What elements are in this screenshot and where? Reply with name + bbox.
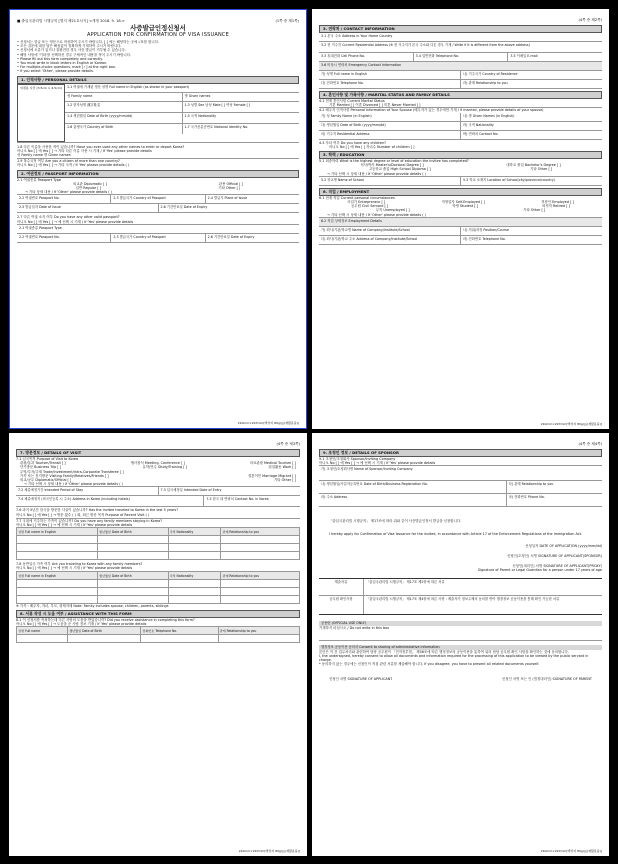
purpose-conference[interactable]: 행사참석 Meeting, Conference [ ] <box>130 461 185 466</box>
job-option-self-employed[interactable]: 자영업자 Self-Employed [ ] <box>441 200 485 205</box>
current-address-field[interactable]: 3.2 현 거주지 Current Residential Address (※ 현 거주지가 본국 주소와 다른 경우 기재 / Write if it is different from the above address) <box>321 43 530 47</box>
birth-date-field[interactable]: 1.4 생년월일 Date of Birth (yyyy/mm/dd) <box>65 113 183 123</box>
consent-text: * 동의하지 않는 경우에는 신청인이 직접 관련 서류를 제출해야 합니다. If you disagree, you have to present all related documents yourself. <box>319 662 540 667</box>
official-check-label: 공무원 확인사항 <box>319 596 364 614</box>
job-option-unemployed[interactable]: 무직 Unemployed [ ] <box>375 208 410 213</box>
children-question: 4.3 자녀 여부 Do you have any children? <box>319 140 386 145</box>
column-header: 관계 Relationship to you <box>221 528 300 536</box>
table-row[interactable] <box>17 595 300 603</box>
passport-number-field[interactable]: 2.2 여권번호 Passport No. <box>17 195 111 203</box>
purpose-work[interactable]: 취업활동 Work [ ] <box>268 465 296 470</box>
column-header: 국적 Nationality <box>168 528 221 536</box>
family-in-korea-question: 7.7 국내에 거주하는 가족이 있습니까? Do you have any family members staying in Korea? <box>16 518 300 523</box>
sponsor-relationship-field[interactable]: 다) 관계 Relationship to you <box>508 482 554 487</box>
company-address-field[interactable]: 다) 회사/기관/학교 주소 Address of Company/Institute/School <box>319 236 461 244</box>
family-name-field[interactable]: 성 Family name <box>65 93 183 101</box>
emergency-phone-field[interactable]: 다) 전화번호 Telephone No. <box>319 80 461 88</box>
sponsor-name-field[interactable]: 가) 초청인/초청회사명 Name of Sponsor/Inviting Company <box>321 467 413 472</box>
passport-place-field[interactable]: 2.4 발급지 Place of Issue <box>207 196 248 201</box>
section-assistance: 8. 서류 작성 시 도움 여부 / ASSISTANCE WITH THIS FORM <box>16 610 300 618</box>
assistance-options[interactable]: 아니오 No [ ] 예 Yes [ ] → 도움을 준 사람 정보 기재 / If 'Yes' please provide details <box>16 622 147 627</box>
form-page-1 <box>9 9 307 429</box>
emergency-country-field[interactable]: 나) 거주국가 Country of Residence <box>463 72 518 76</box>
passport-type-other[interactable]: 기타 Other [ ] <box>218 186 241 191</box>
table-row[interactable] <box>17 587 300 595</box>
official-check-text: 「출입국관리법 시행규칙」 제17조 제4항에 따른 사항 : 제출자가 정보주체의 동의를 받아 행정정보 공동이용을 통해 확인 가능한 서류 <box>366 596 560 601</box>
form-title-english: APPLICATION FOR CONFIRMATION OF VISA ISSUANCE <box>87 32 229 38</box>
signature-note: Signature of Parent or Legal Guardian for a person under 17 years of age <box>477 568 602 573</box>
job-option-employed[interactable]: 직장인 Employed [ ] <box>541 200 574 205</box>
nationality-field[interactable]: 1.5 국적 Nationality <box>184 113 217 118</box>
edu-option-highschool[interactable]: 고등학교 졸업 High School Diploma [ ] <box>368 167 431 172</box>
instruction-line: • 해당 사항에 '기타'를 선택하신 경우 구체적인 내용을 적어 주시기 바랍니다. <box>17 52 131 57</box>
signature-applicant-field[interactable]: 신청인 서명 SIGNATURE OF APPLICANT <box>329 676 393 681</box>
edu-option-other[interactable]: 기타 Other [ ] <box>530 167 553 172</box>
table-row[interactable] <box>17 536 300 544</box>
photo-box[interactable]: 여권용 사진 (3.5cm × 4.5cm) <box>17 84 65 142</box>
dual-citizenship-options[interactable]: 아니오 No [ ] 예 Yes [ ] → 기타 국적 / If 'Yes' please provide details ( ) <box>17 163 130 168</box>
spouse-address-field[interactable]: 마) 거주지 Residential Address <box>319 131 461 139</box>
passport-other-details[interactable]: → 기타 상세 내용 / If 'Other' please provide details ( ) <box>25 190 112 195</box>
korea-phone-field[interactable]: 7.5 한국 내 연락처 Contact No. in Korea <box>206 497 269 502</box>
spouse-info-label: 4.2 배우자 인적사항 Personal Information of Your Spouse (배우자가 있는 경우에만 기재 / If married, please provide details of your spouse) <box>319 107 602 112</box>
instruction-line: • For multiple-choice questions, mark [✓] at the right box. <box>17 65 116 70</box>
page-footer: 210mm×297mm[백상지 80g/㎡(재활용품)] <box>237 421 299 425</box>
page-footer: 210mm×297mm[백상지 80g/㎡(재활용품)] <box>238 849 300 853</box>
passport-type-diplomatic[interactable]: 외교관 Diplomatic [ ] <box>72 181 107 186</box>
passport-type-label: 2.1 여권종류 Passport Type <box>17 177 61 182</box>
emergency-name-field[interactable]: 가) 성명 Full name in English <box>319 71 461 79</box>
children-options[interactable]: 아니오 No [ ] 예 Yes [ ] 자녀수 Number of children [ ] <box>329 144 415 149</box>
purpose-study[interactable]: 유학/연수 Study/Training [ ] <box>142 465 187 470</box>
column-header: 관계 Relationship to you <box>221 571 300 579</box>
page-number: (4쪽 중 제2쪽) <box>578 18 602 22</box>
page-number: (4쪽 중 제4쪽) <box>578 442 602 446</box>
spouse-contact-field[interactable]: 바) 연락처 Contact No. <box>463 131 499 136</box>
sponsor-options[interactable]: 아니오 No [ ] 예 Yes [ ] → 예 선택 시 기재 / If 'Yes' please provide details <box>319 461 436 466</box>
section-passport: 2. 여권정보 / PASSPORT INFORMATION <box>17 170 299 178</box>
job-option-student[interactable]: 학생 Student [ ] <box>452 204 479 209</box>
documents-label: 제출서류 <box>319 579 364 595</box>
edu-option-graduate[interactable]: 석사/박사 Master's/Doctoral Degree [ ] <box>360 163 424 168</box>
edu-other-details[interactable]: → 기타 선택 시 상세 내용 / If 'Other' please provide details ( ) <box>327 171 426 176</box>
purpose-marriage[interactable]: 결혼이민 Marriage Migrant [ ] <box>247 473 296 478</box>
family-in-korea-table <box>16 527 300 560</box>
signature-proxy-field[interactable]: 신청인(대리인) 서명 SIGNATURE OF APPLICANT(PROXY) <box>512 564 602 569</box>
emergency-contact-label: 3.6 비상시 연락처 Emergency Contact Information <box>321 63 402 67</box>
purpose-diplomatic[interactable]: 외교/공무 Diplomatic/Official [ ] <box>20 478 72 483</box>
job-other-details[interactable]: → 기타 선택 시 상세 내용 / If 'Other' please provide details ( ) <box>327 212 426 217</box>
korea-address-field[interactable]: 7.4 체류예정지 (외국인등록 시 주소) Address in Korea (including hotels) <box>16 496 204 506</box>
previous-visit-question: 7.6 과거 5년간 한국을 방문한 사실이 있습니까? Has the invitee traveled to Korea in the last 5 years? <box>16 508 178 513</box>
job-option-retired[interactable]: 퇴직자 Retired [ ] <box>542 204 570 209</box>
page-number: (1쪽 중 제1쪽) <box>275 19 299 23</box>
page-header <box>319 17 602 23</box>
passport-expiry-field[interactable]: 2.6 기간만료일 Date of Expiry <box>160 205 208 210</box>
cell-phone-field[interactable]: 3.3 휴대전화 Cell Phone No. <box>319 53 414 61</box>
spouse-nationality-field[interactable]: 라) 국적 Nationality <box>463 122 494 127</box>
page-number: (4쪽 중 제3쪽) <box>276 442 300 446</box>
section-contact: 3. 연락처 / CONTACT INFORMATION <box>319 25 602 33</box>
signature-sponsor-field[interactable]: 신청인(초청인) 서명 SIGNATURE OF APPLICANT(SPONSOR) <box>506 554 602 559</box>
job-question: 6.1 현재 직업 Current personal circumstances <box>319 195 395 200</box>
email-field[interactable]: 3.5 이메일 E-mail <box>510 54 538 58</box>
job-option-civil-servant[interactable]: 공무원 Civil Servant [ ] <box>351 204 389 209</box>
consent-header: 행정정보 공동이용 동의서 Consent to sharing of administrative information <box>319 645 602 650</box>
page-header <box>319 441 602 447</box>
sponsor-question: 9.1 초청인/초청회사 Sponsor/Inviting Company <box>319 457 396 461</box>
personal-details-block <box>17 84 299 143</box>
column-header: 생년월일 Date of Birth <box>68 627 141 635</box>
job-details-label: 6.2 직업 상세정보 Employment Details <box>321 218 382 223</box>
signature-parent-field[interactable]: 신청인 서명 또는 인 (법정대리인) SIGNATURE OF PARENT <box>501 676 592 681</box>
travel-with-options[interactable]: 아니오 No [ ] 예 Yes [ ] → 예 선택 시 기재 / If 'Yes' please provide details <box>16 566 133 571</box>
job-option-other[interactable]: 기타 Other [ ] <box>523 208 546 213</box>
assistance-table <box>16 626 300 643</box>
purpose-family-visit[interactable]: 가족 또는 친지방문 Visiting Family/Relatives/Friends [ ] <box>20 473 109 478</box>
family-definition-note: ※ 가족 : 배우자, 자녀, 부모, 형제자매 Note: Family includes spouse, children, parents, siblings <box>16 603 169 608</box>
entry-date-field[interactable]: 7.3 입국예정일 Intended Date of Entry <box>160 488 222 493</box>
passport-country-field[interactable]: 2.3 발급국가 Country of Passport <box>111 195 205 203</box>
previous-name-options[interactable]: 아니오 No [ ] 예 Yes [ ] → 기타 다른 이름 사용 시 기재 / If 'Yes' please provide details <box>17 148 152 153</box>
column-header: 관계 Relationship to you <box>218 627 299 635</box>
documents-text: 「출입국관리법 시행규칙」 제17조 제2항에 따른 서류 <box>366 579 445 584</box>
other-passport-country-field[interactable]: 2.3 발급국가 Country of Passport <box>111 234 205 242</box>
position-field[interactable]: 나) 직위/과정 Position/Course <box>463 227 509 232</box>
sponsor-address-field[interactable]: 라) 주소 Address <box>319 494 507 506</box>
school-location-field[interactable]: 5.3 학교 소재지 Location of School(city/province/country) <box>463 177 556 182</box>
purpose-trade[interactable]: 무역/투자/주재 Trade/Investment/Intra-Corporate Transferee [ ] <box>20 469 124 474</box>
visit-purpose-label: 7.1 입국목적 Purpose of Visit to Korea <box>16 457 79 461</box>
education-question: 5.1 최종학력 What is the highest degree or level of education the invitee has completed? <box>319 159 469 164</box>
school-name-field[interactable]: 5.2 학교명 Name of School <box>319 177 461 185</box>
purpose-tourism[interactable]: 관광/통과 Tourism/Transit [ ] <box>20 461 66 466</box>
column-header: 국적 Nationality <box>168 571 221 579</box>
other-passport-options[interactable]: 아니오 No [ ] 예 Yes [ ] → 예 선택 시 기재 / If 'Yes' please provide details <box>17 219 134 224</box>
page-footer: 210mm×297mm[백상지 80g/㎡(재활용품)] <box>540 849 602 853</box>
purpose-other-details[interactable]: → 기타 선택 시 상세 내용 / If 'Other' please provide details ( ) <box>24 482 123 487</box>
instruction-line: • 모든 질문에 대한 답은 빠짐없이 정확하게 기재하여 주시기 바랍니다. <box>17 44 122 49</box>
passport-type-official[interactable]: 관용 Official [ ] <box>218 181 244 186</box>
other-passport-type-field[interactable]: 2.1 여권종류 Passport Type <box>19 225 62 230</box>
instruction-line: • 신청서는 한글 또는 영문으로 작성하여 주시기 바랍니다. [ ] 에는 해당하는 곳에 √표를 합니다. <box>17 40 159 44</box>
table-row[interactable] <box>17 579 300 587</box>
marital-status-options[interactable]: 기혼 Married [ ] 이혼 Divorced [ ] 미혼 Never Married [ ] <box>329 103 421 108</box>
official-use-note: 기재하지 마십시오 / Do not write in this box <box>319 625 390 630</box>
family-in-korea-options[interactable]: 아니오 No [ ] 예 Yes [ ] → 예 선택 시 기재 / If 'Yes' please provide details <box>16 523 133 528</box>
company-phone-field[interactable]: 라) 전화번호 Telephone No. <box>463 236 506 241</box>
telephone-field[interactable]: 3.4 일반전화 Telephone No. <box>414 53 509 61</box>
column-header: 생년월일 Date of Birth <box>97 528 168 536</box>
sex-checkbox[interactable]: 1.3 성별 Sex 남성 Male [ ] 여성 Female [ ] <box>184 102 251 107</box>
sponsor-phone-field[interactable]: 마) 전화번호 Phone No. <box>508 495 545 500</box>
given-name-field[interactable]: 명 Given names <box>184 93 211 98</box>
section-sponsor: 9. 초청인 정보 / DETAILS OF SPONSOR <box>319 449 602 457</box>
column-header: 성명 Full name <box>17 627 68 635</box>
column-header: 생년월일 Date of Birth <box>97 571 168 579</box>
page-header <box>16 441 300 447</box>
previous-name-question: 1.8 다른 이름을 사용한 적이 있습니까? Have you ever used any other names to enter or depart Korea? <box>17 144 185 149</box>
instruction-line: • Please fill out this form completely and correctly. <box>17 56 103 61</box>
declaration-korean: 「출입국관리법 시행규칙」 제17조에 따라 위와 같이 사증발급인정서 발급을 신청합니다. <box>329 519 462 524</box>
official-use-box <box>319 630 602 641</box>
job-option-entrepreneur[interactable]: 사업가 Entrepreneur [ ] <box>347 200 386 205</box>
instruction-line: • If you select 'Other', please provide details. <box>17 69 94 74</box>
stay-period-field[interactable]: 7.2 체류예정기간 Intended Period of Stay <box>16 487 159 495</box>
emergency-relationship-field[interactable]: 라) 관계 Relationship to you <box>463 81 508 85</box>
table-row[interactable] <box>17 635 300 643</box>
consent-text: 본인은 이 건 업무처리와 관련하여 담당 공무원이 「전자정부법」 제36조에 따른 행정정보의 공동이용을 통하여 위의 담당 공무원 확인 사항을 확인하는 것에 동의합니다. <box>319 649 569 654</box>
page-footer: 210mm×297mm[백상지 80g/㎡(재활용품)] <box>540 422 602 426</box>
edu-option-bachelor[interactable]: 대학교 졸업 Bachelor's Degree [ ] <box>506 163 561 168</box>
national-id-field[interactable]: 1.7 국가신분증번호 National Identity No. <box>184 124 249 129</box>
travel-with-table <box>16 571 300 604</box>
dual-citizenship-question: 1.9 복수국적 여부 Are you a citizen of more than one country? <box>17 158 299 163</box>
other-passport-expiry-field[interactable]: 2.6 기간만료일 Date of Expiry <box>207 234 255 239</box>
declaration-english: I hereby apply for Confirmation of Visa Issuance for the invitee, in accordance with Article 17 of the Enforcement Regulations of the Immigration Act. <box>329 531 582 536</box>
home-address-field[interactable]: 3.1 본국 주소 Address in Your Home Country <box>321 34 393 38</box>
passport-type-regular[interactable]: 일반 Regular [ ] <box>75 186 102 191</box>
form-page-3 <box>9 433 307 856</box>
purpose-other[interactable]: 기타 Other [ ] <box>273 478 296 483</box>
spouse-birth-date-field[interactable]: 다) 생년월일 Date of Birth (yyyy/mm/dd) <box>319 122 461 130</box>
column-header: 전화번호 Telephone No. <box>141 627 218 635</box>
purpose-business[interactable]: 단기방문 Business Trip [ ] <box>20 465 62 470</box>
form-page-2 <box>312 9 609 429</box>
chinese-name-field[interactable]: 1.2 한자성명 漢字姓名 <box>65 102 183 112</box>
assistance-question: 8.1 이 신청서를 작성하는데 다른 사람의 도움을 받았습니까? Did you receive assistance in completing this form? <box>16 617 195 622</box>
passport-issue-date-field[interactable]: 2.5 발급일자 Date of Issue <box>17 204 159 212</box>
consent-text: I, the undersigned, hereby consent to allow all documents and information required for the processing of this application to be viewed by the public servant in charge. <box>319 654 589 663</box>
column-header: 성명 Full name in English <box>17 571 98 579</box>
section-marital: 4. 혼인사항 및 가족사항 / MARITAL STATUS AND FAMILY DETAILS <box>319 91 602 99</box>
column-header: 성명 Full name in English <box>17 528 98 536</box>
section-employment: 6. 직업 / EMPLOYMENT <box>319 188 602 196</box>
table-row[interactable] <box>17 552 300 560</box>
company-name-field[interactable]: 가) 회사/기관/학교명 Name of Company/Institute/School <box>319 227 461 235</box>
previous-name-fields[interactable]: 성 Family name 명 Given names <box>17 153 71 158</box>
form-page-4 <box>312 433 609 856</box>
spouse-family-name-field[interactable]: 가) 성 Family Name (in English) <box>319 113 461 121</box>
section-visit: 7. 방문정보 / DETAILS OF VISIT <box>16 449 300 457</box>
official-use-header: 공용란 (OFFICIAL USE ONLY) <box>319 621 602 626</box>
form-number: ■ 출입국관리법 시행규칙 [별지 제21호서식] <개정 2018. 9. 18.> <box>17 19 125 23</box>
sponsor-birth-field[interactable]: 나) 생년월일/사업자등록번호 Date of Birth/Business Registration No. <box>319 481 507 493</box>
other-passport-question: 2.7 다른 여권 소지 여부 Do you have any other valid passport? <box>17 215 120 220</box>
other-passport-number-field[interactable]: 2.2 여권번호 Passport No. <box>17 234 111 242</box>
spouse-given-name-field[interactable]: 나) 명 Given Names (in English) <box>463 113 515 118</box>
section-education: 5. 학력 / EDUCATION <box>319 151 602 159</box>
application-date-field[interactable]: 신청일자 DATE OF APPLICATION (yyyy/mm/dd) <box>525 543 602 548</box>
instructions <box>17 40 299 74</box>
form-title-korean: 사증발급인정신청서 <box>130 24 186 32</box>
previous-visit-options[interactable]: 아니오 No [ ] 예 Yes [ ] → 방문 횟수 ( ) 회, 최근 방문 목적 Purpose of Recent Visit ( ) <box>16 512 150 517</box>
birth-country-field[interactable]: 1.6 출생국가 Country of Birth <box>65 124 183 134</box>
marital-status-label: 4.1 현재 혼인사항 Current Marital Status <box>319 99 385 103</box>
purpose-medical[interactable]: 의료관광 Medical Tourism [ ] <box>249 461 296 466</box>
instruction-line: • 신청서에 오류가 있거나 불완전한 경우 사증 발급이 거부될 수 있습니다. <box>17 48 126 53</box>
travel-with-question: 7.8 동반입국 가족 여부 Are you traveling to Korea with any family members? <box>16 562 143 567</box>
table-row[interactable] <box>17 544 300 552</box>
section-personal-details: 1. 인적사항 / PERSONAL DETAILS <box>17 76 299 84</box>
instruction-line: • You must write in block letters in English or Korean. <box>17 61 108 66</box>
full-name-label: 1.1 여권에 기재된 영문 성명 Full name in English (as shown in your passport) <box>67 84 190 89</box>
